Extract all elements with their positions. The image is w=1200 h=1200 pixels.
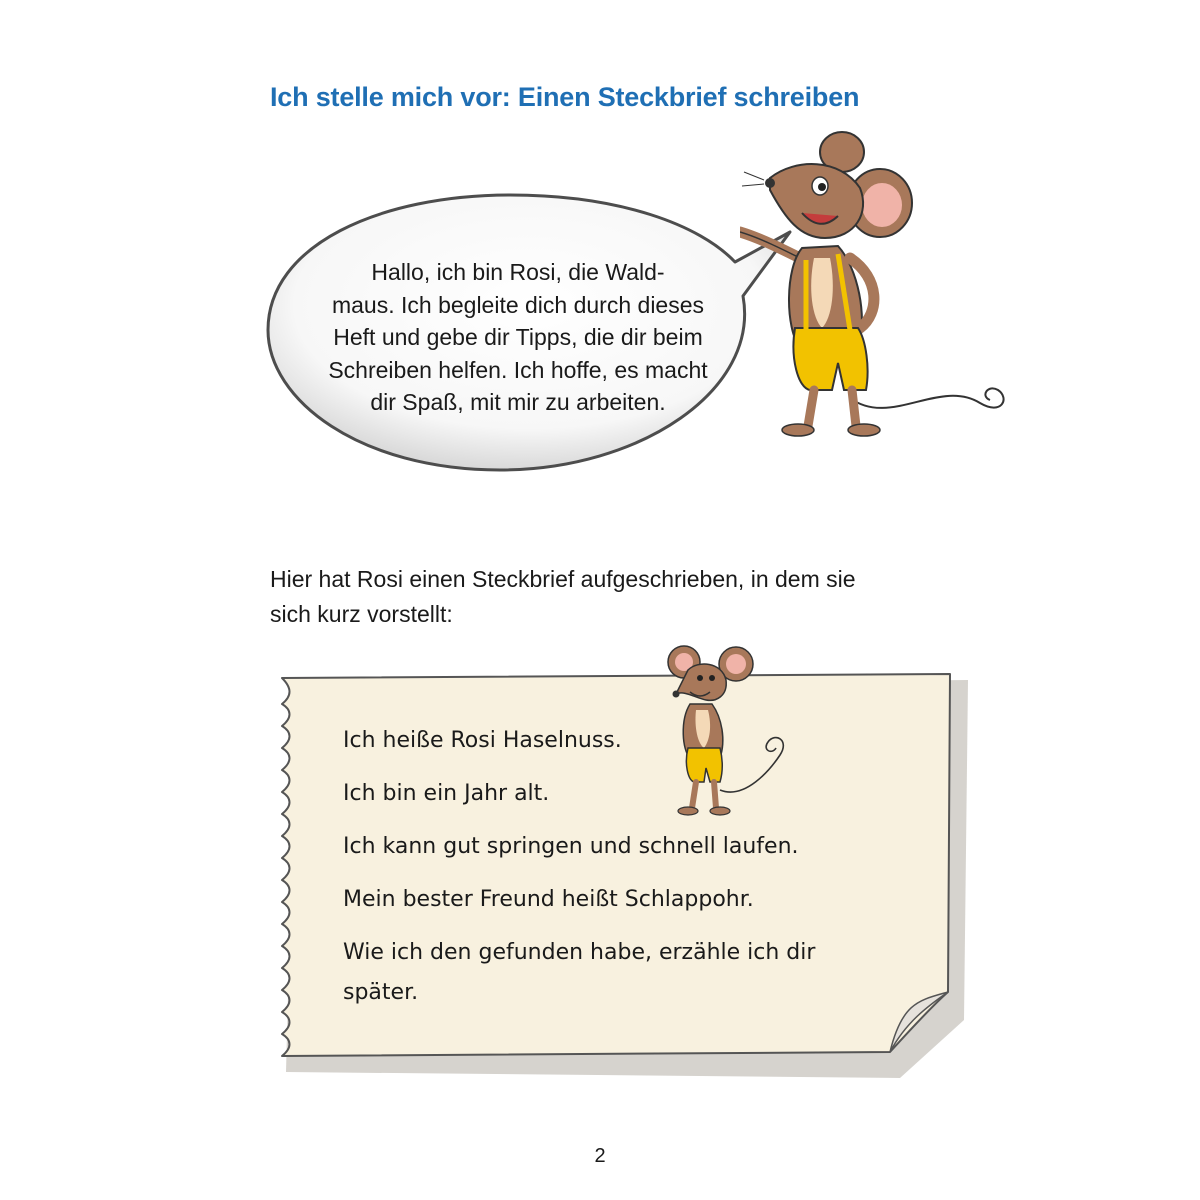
bubble-line: Schreiben helfen. Ich hoffe, es macht xyxy=(328,356,708,383)
steckbrief-line: Wie ich den gefunden habe, erzähle ich dir xyxy=(343,940,816,965)
steckbrief-note-paper xyxy=(260,650,980,1080)
mouse-illustration xyxy=(740,128,1030,458)
steckbrief-line: Ich heiße Rosi Haselnuss. xyxy=(343,728,622,753)
small-mouse-illustration xyxy=(650,640,800,820)
bubble-line: maus. Ich begleite dich durch dieses xyxy=(331,291,705,318)
steckbrief-line: Mein bester Freund heißt Schlappohr. xyxy=(343,887,754,912)
page-title: Ich stelle mich vor: Einen Steckbrief schreiben xyxy=(270,82,860,112)
steckbrief-line: Ich bin ein Jahr alt. xyxy=(343,781,550,806)
intro-line: sich kurz vorstellt: xyxy=(270,601,453,627)
intro-line: Hier hat Rosi einen Steckbrief aufgeschrieben, in dem sie xyxy=(270,566,856,592)
steckbrief-line: Ich kann gut springen und schnell laufen. xyxy=(343,834,799,859)
bubble-line: dir Spaß, mit mir zu arbeiten. xyxy=(370,389,666,415)
page-number: 2 xyxy=(594,1145,606,1167)
intro-paragraph xyxy=(270,562,970,632)
steckbrief-line: später. xyxy=(343,980,419,1005)
bubble-line: Hallo, ich bin Rosi, die Wald- xyxy=(371,259,665,285)
bubble-line: Heft und gebe dir Tipps, die dir beim xyxy=(333,324,703,350)
speech-bubble-text xyxy=(300,256,736,419)
